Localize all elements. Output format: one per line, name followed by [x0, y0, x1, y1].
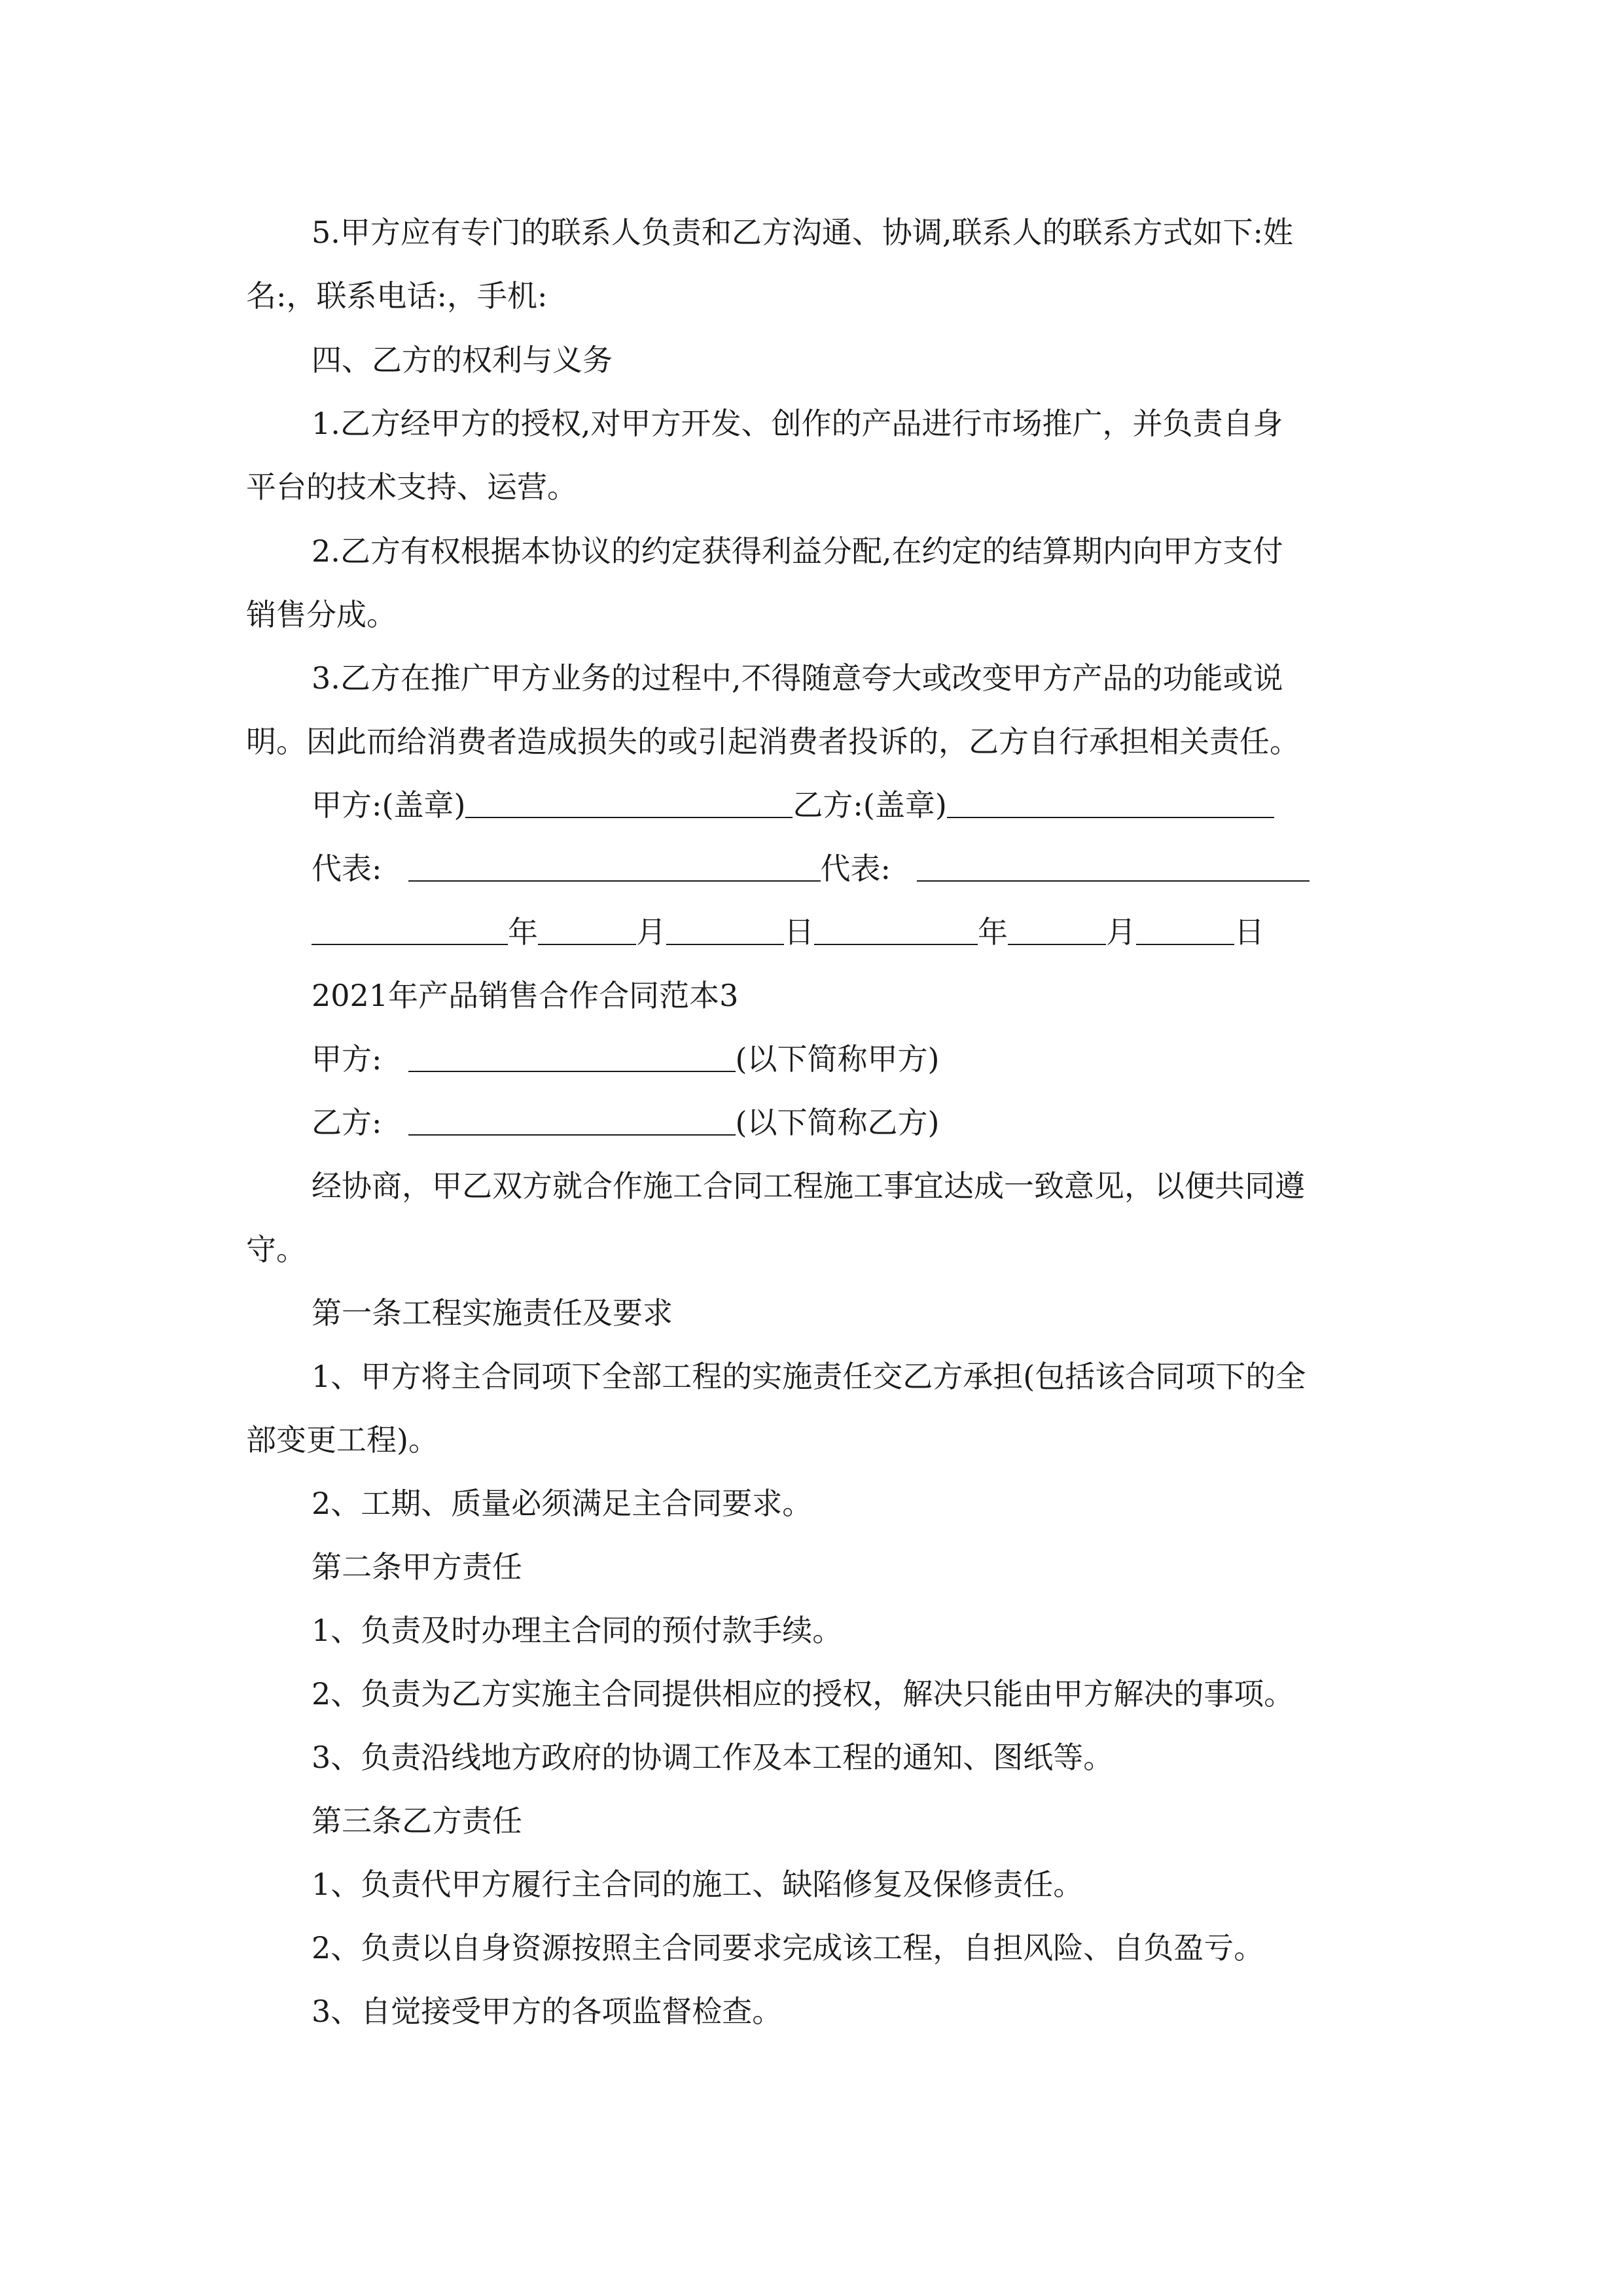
party-a-seal-blank [465, 788, 793, 818]
date-b-year-blank [814, 915, 978, 945]
article-3-heading: 第三条乙方责任 [312, 1803, 522, 1839]
rep-b-label: 代表: [820, 851, 891, 886]
rep-a-label: 代表: [312, 851, 382, 886]
party-b-seal-blank [947, 788, 1274, 818]
date-b-month-label: 月 [1106, 914, 1136, 950]
article-2-item-2: 2、负责为乙方实施主合同提供相应的授权，解决只能由甲方解决的事项。 [312, 1676, 1294, 1712]
party-a-note: (以下简称甲方) [735, 1041, 940, 1077]
signature-rep-row [312, 849, 1385, 888]
article-1-item-2: 2、工期、质量必须满足主合同要求。 [312, 1486, 813, 1521]
date-b-year-label: 年 [978, 914, 1008, 950]
article-2-item-3: 3、负责沿线地方政府的协调工作及本工程的通知、图纸等。 [312, 1740, 1114, 1775]
signature-date-row [312, 912, 1385, 952]
date-a-year-label: 年 [508, 914, 538, 950]
clause-b-1-cont: 平台的技术支持、运营。 [246, 469, 577, 505]
rep-b-blank [917, 852, 1310, 882]
article-1-item-1: 1、甲方将主合同项下全部工程的实施责任交乙方承担(包括该合同项下的全 [312, 1359, 1306, 1394]
party-b-label: 乙方: [312, 1105, 382, 1140]
clause-contact-details: 名:，联系电话:，手机: [246, 278, 548, 314]
party-a-row [312, 1039, 1385, 1079]
clause-b-2: 2.乙方有权根据本协议的约定获得利益分配,在约定的结算期内向甲方支付 [312, 533, 1283, 569]
date-a-month-blank [538, 915, 636, 945]
article-2-heading: 第二条甲方责任 [312, 1549, 522, 1585]
article-1-item-1-cont: 部变更工程)。 [246, 1422, 438, 1458]
date-a-day-label: 日 [784, 914, 814, 950]
article-3-item-3: 3、自觉接受甲方的各项监督检查。 [312, 1994, 783, 2029]
party-a-label: 甲方: [312, 1041, 382, 1077]
clause-b-3-cont: 明。因此而给消费者造成损失的或引起消费者投诉的，乙方自行承担相关责任。 [246, 724, 1300, 759]
party-a-seal-label: 甲方:(盖章) [312, 787, 466, 823]
date-a-year-blank [312, 915, 508, 945]
party-b-seal-label: 乙方:(盖章) [793, 787, 947, 823]
party-a-blank [408, 1042, 736, 1072]
clause-b-2-cont: 销售分成。 [246, 597, 397, 632]
party-b-blank [408, 1105, 736, 1136]
preamble-cont: 守。 [246, 1232, 306, 1267]
article-3-item-2: 2、负责以自身资源按照主合同要求完成该工程，自担风险、自负盈亏。 [312, 1930, 1264, 1965]
date-a-day-blank [666, 915, 784, 945]
date-b-day-blank [1136, 915, 1234, 945]
section-heading-rights-b: 四、乙方的权利与义务 [312, 342, 613, 378]
clause-contact-person: 5.甲方应有专门的联系人负责和乙方沟通、协调,联系人的联系方式如下:姓 [312, 215, 1294, 250]
date-a-month-label: 月 [636, 914, 666, 950]
signature-seal-row [312, 785, 1385, 825]
date-b-month-blank [1008, 915, 1106, 945]
article-3-item-1: 1、负责代甲方履行主合同的施工、缺陷修复及保修责任。 [312, 1867, 1084, 1902]
article-2-item-1: 1、负责及时办理主合同的预付款手续。 [312, 1613, 843, 1648]
clause-b-3: 3.乙方在推广甲方业务的过程中,不得随意夸大或改变甲方产品的功能或说 [312, 660, 1283, 696]
rep-a-blank [408, 852, 821, 882]
article-1-heading: 第一条工程实施责任及要求 [312, 1295, 673, 1331]
preamble: 经协商，甲乙双方就合作施工合同工程施工事宜达成一致意见，以便共同遵 [312, 1168, 1305, 1204]
clause-b-1: 1.乙方经甲方的授权,对甲方开发、创作的产品进行市场推广，并负责自身 [312, 406, 1283, 441]
party-b-row [312, 1103, 1385, 1142]
date-b-day-label: 日 [1234, 914, 1264, 950]
contract-3-title: 2021年产品销售合作合同范本3 [312, 978, 739, 1013]
party-b-note: (以下简称乙方) [735, 1105, 940, 1140]
